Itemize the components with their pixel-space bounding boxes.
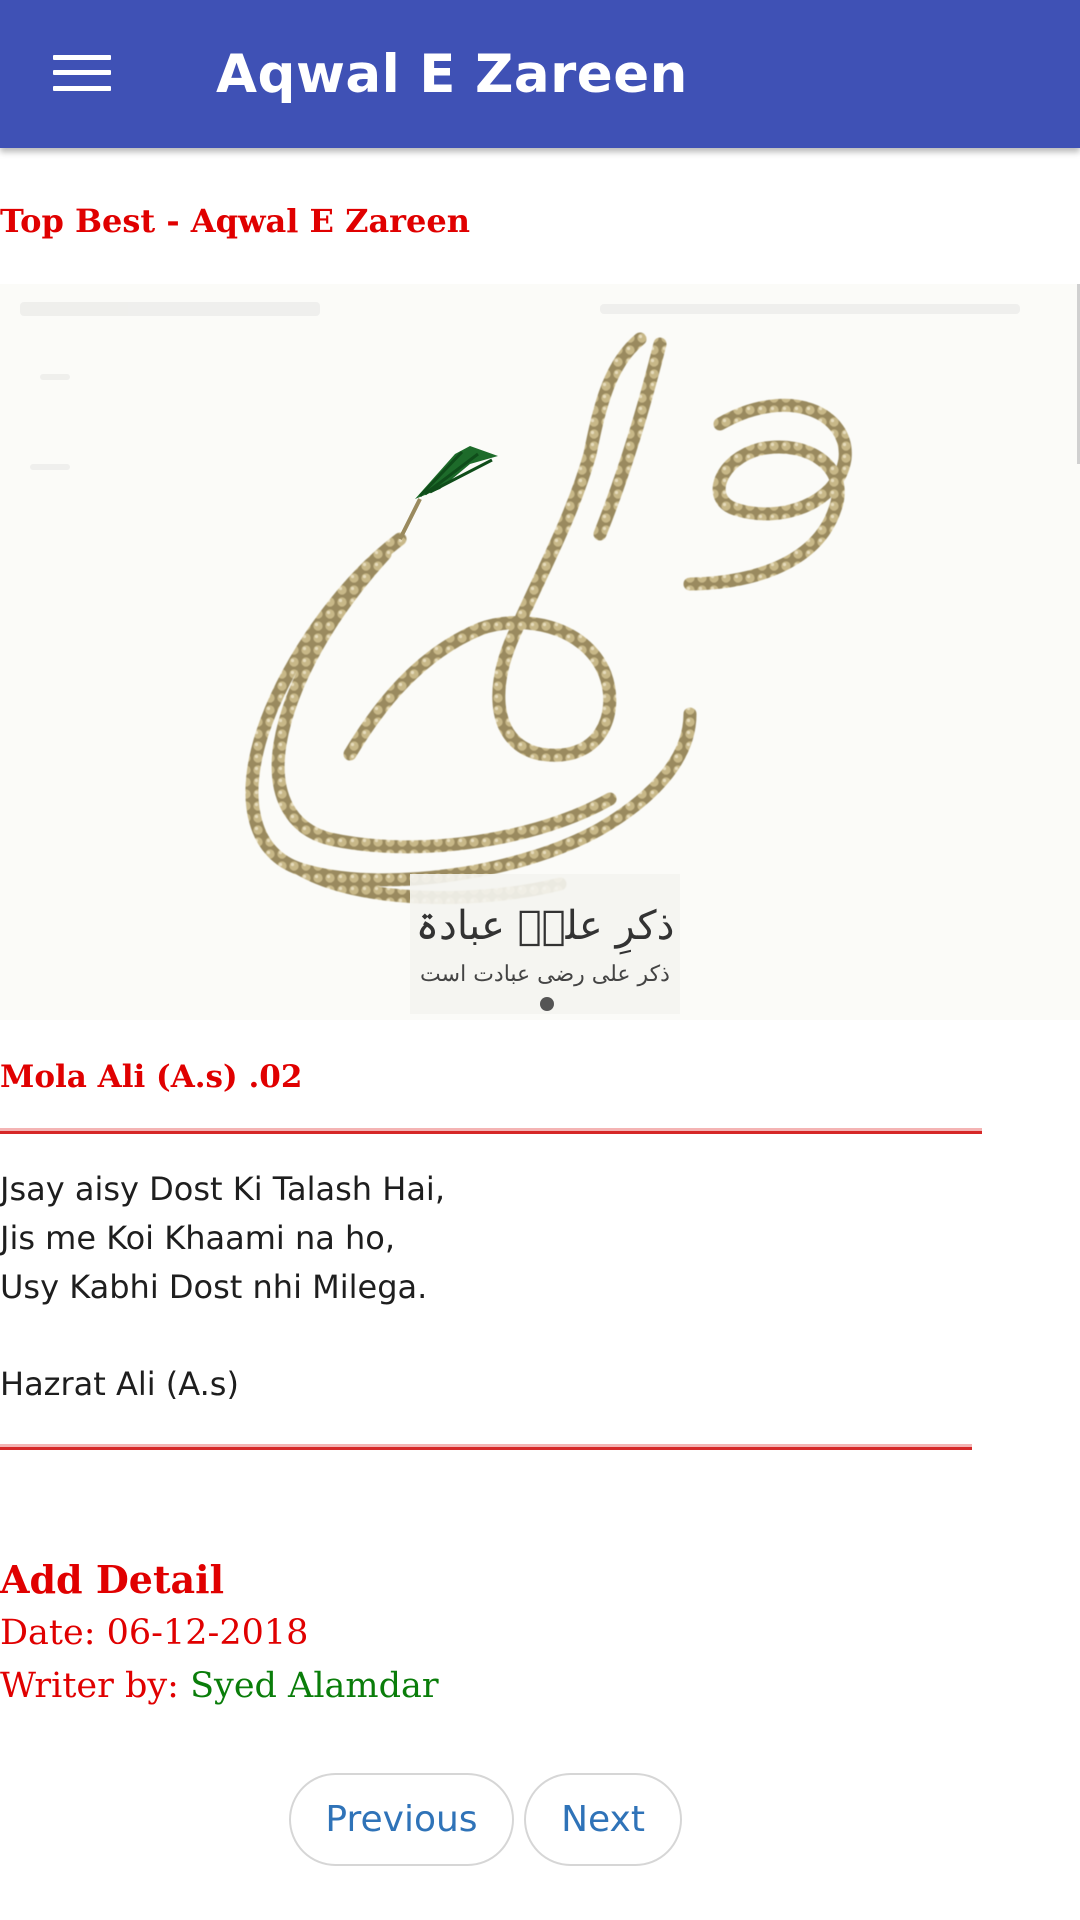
svg-text:ذکرِ علیؑ عبادۃ: ذکرِ علیؑ عبادۃ [415, 903, 675, 949]
writer-name: Syed Alamdar [190, 1666, 439, 1706]
hero-image [0, 284, 1080, 1020]
next-button[interactable]: Next [524, 1773, 682, 1866]
detail-heading: Add Detail [0, 1557, 225, 1602]
writer-label: Writer by: [0, 1666, 191, 1706]
page-heading: Top Best - Aqwal E Zareen [0, 202, 471, 240]
post-date: Date: 06-12-2018 [0, 1613, 309, 1653]
quote-title: Mola Ali (A.s) .02 [0, 1059, 303, 1095]
prayer-beads-calligraphy-image [0, 284, 1080, 1020]
quote-author: Hazrat Ali (A.s) [0, 1365, 239, 1403]
writer-line [0, 1661, 439, 1711]
app-title: Aqwal E Zareen [216, 44, 688, 105]
previous-button[interactable]: Previous [289, 1773, 514, 1866]
svg-text:ذکر علی رضی عبادت است: ذکر علی رضی عبادت است [420, 962, 670, 987]
divider [0, 1131, 982, 1134]
quote-text: Jsay aisy Dost Ki Talash Hai, Jis me Koi Khaami na ho, Usy Kabhi Dost nhi Milega. [0, 1170, 445, 1306]
hamburger-menu-icon[interactable] [53, 55, 111, 91]
divider [0, 1447, 972, 1450]
urdu-caption [410, 874, 680, 1014]
app-bar [0, 0, 1080, 148]
